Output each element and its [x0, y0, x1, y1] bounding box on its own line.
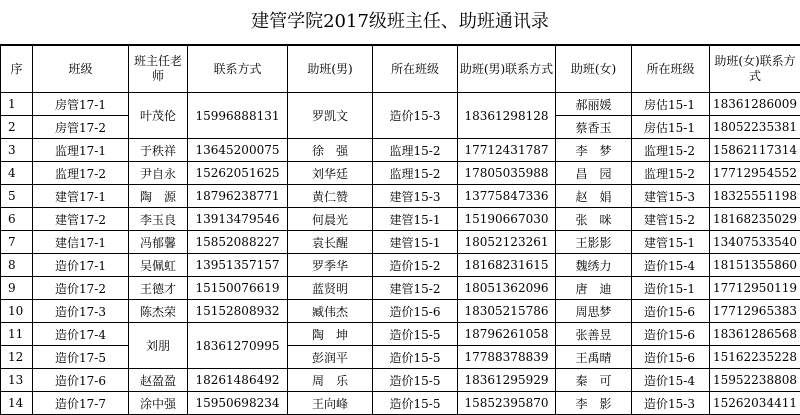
- female-assistant-cell: 郝丽媛: [556, 93, 632, 116]
- female-assistant-class-cell: 房估15-1: [632, 116, 710, 139]
- male-assistant-class-cell: 建管15-1: [373, 231, 458, 254]
- teacher-cell: 刘朋: [129, 323, 188, 369]
- male-assistant-phone-cell: 17788378839: [458, 346, 556, 369]
- row-number: 3: [1, 139, 33, 162]
- female-assistant-phone-cell: 13407533540: [710, 231, 800, 254]
- male-assistant-class-cell: 造价15-5: [373, 369, 458, 392]
- male-assistant-class-cell: 造价15-5: [373, 346, 458, 369]
- male-assistant-cell: 徐 强: [288, 139, 373, 162]
- class-cell: 建信17-1: [33, 231, 129, 254]
- teacher-cell: 陈杰荣: [129, 300, 188, 323]
- female-assistant-class-cell: 造价15-3: [632, 392, 710, 415]
- row-number: 4: [1, 162, 33, 185]
- row-number: 9: [1, 277, 33, 300]
- male-assistant-phone-cell: 18796261058: [458, 323, 556, 346]
- male-assistant-cell: 臧伟杰: [288, 300, 373, 323]
- male-assistant-cell: 袁长醒: [288, 231, 373, 254]
- teacher-cell: 陶 源: [129, 185, 188, 208]
- female-assistant-class-cell: 造价15-6: [632, 323, 710, 346]
- header-row: [1, 46, 800, 93]
- female-assistant-cell: 李 梦: [556, 139, 632, 162]
- teacher-phone-cell: 15950698234: [188, 392, 288, 415]
- male-assistant-class-cell: 建管15-1: [373, 208, 458, 231]
- teacher-phone-cell: 15150076619: [188, 277, 288, 300]
- teacher-phone-cell: 15852088227: [188, 231, 288, 254]
- table-row: [1, 277, 800, 300]
- table-row: [1, 254, 800, 277]
- class-cell: 造价17-2: [33, 277, 129, 300]
- male-assistant-class-cell: 造价15-2: [373, 254, 458, 277]
- class-cell: 监理17-1: [33, 139, 129, 162]
- male-assistant-phone-cell: 17805035988: [458, 162, 556, 185]
- teacher-phone-cell: 13913479546: [188, 208, 288, 231]
- teacher-cell: 冯郁馨: [129, 231, 188, 254]
- table-row: [1, 392, 800, 415]
- header-teacher: 班主任老师: [129, 46, 188, 93]
- male-assistant-phone-cell: 18305215786: [458, 300, 556, 323]
- female-assistant-class-cell: 房估15-1: [632, 93, 710, 116]
- female-assistant-phone-cell: 18168235029: [710, 208, 800, 231]
- row-number: 11: [1, 323, 33, 346]
- row-number: 12: [1, 346, 33, 369]
- teacher-cell: 于秩祥: [129, 139, 188, 162]
- table-row: [1, 346, 800, 369]
- header-assistant-male: 助班(男): [288, 46, 373, 93]
- table-row: [1, 300, 800, 323]
- female-assistant-class-cell: 建管15-3: [632, 185, 710, 208]
- female-assistant-class-cell: 建管15-1: [632, 231, 710, 254]
- female-assistant-class-cell: 造价15-6: [632, 346, 710, 369]
- row-number: 1: [1, 93, 33, 116]
- female-assistant-phone-cell: 17712950119: [710, 277, 800, 300]
- header-assistant-female-phone: 助班(女)联系方式: [710, 46, 800, 93]
- female-assistant-phone-cell: 15262034411: [710, 392, 800, 415]
- female-assistant-phone-cell: 18151355860: [710, 254, 800, 277]
- female-assistant-cell: 张 咪: [556, 208, 632, 231]
- teacher-cell: 赵盈盈: [129, 369, 188, 392]
- male-assistant-class-cell: 监理15-2: [373, 162, 458, 185]
- male-assistant-cell: 周 乐: [288, 369, 373, 392]
- contact-table: [0, 45, 800, 415]
- male-assistant-class-cell: 监理15-2: [373, 139, 458, 162]
- female-assistant-cell: 赵 娟: [556, 185, 632, 208]
- header-assistant-male-phone: 助班(男)联系方式: [458, 46, 556, 93]
- female-assistant-class-cell: 建管15-2: [632, 208, 710, 231]
- teacher-phone-cell: 18796238771: [188, 185, 288, 208]
- male-assistant-phone-cell: 15852395870: [458, 392, 556, 415]
- class-cell: 造价17-6: [33, 369, 129, 392]
- female-assistant-phone-cell: 18361286568: [710, 323, 800, 346]
- table-row: [1, 139, 800, 162]
- male-assistant-cell: 王向峰: [288, 392, 373, 415]
- male-assistant-class-cell: 造价15-3: [373, 93, 458, 139]
- class-cell: 造价17-3: [33, 300, 129, 323]
- class-cell: 建管17-1: [33, 185, 129, 208]
- table-row: [1, 369, 800, 392]
- teacher-phone-cell: 18261486492: [188, 369, 288, 392]
- female-assistant-cell: 秦 可: [556, 369, 632, 392]
- row-number: 14: [1, 392, 33, 415]
- table-row: [1, 93, 800, 116]
- female-assistant-phone-cell: 17712965383: [710, 300, 800, 323]
- female-assistant-cell: 王影影: [556, 231, 632, 254]
- male-assistant-class-cell: 造价15-6: [373, 300, 458, 323]
- row-number: 5: [1, 185, 33, 208]
- table-row: [1, 162, 800, 185]
- female-assistant-cell: 李 影: [556, 392, 632, 415]
- female-assistant-phone-cell: 17712954552: [710, 162, 800, 185]
- male-assistant-class-cell: 造价15-5: [373, 392, 458, 415]
- table-row: [1, 185, 800, 208]
- female-assistant-cell: 周思梦: [556, 300, 632, 323]
- class-cell: 建管17-2: [33, 208, 129, 231]
- male-assistant-phone-cell: 17712431787: [458, 139, 556, 162]
- female-assistant-phone-cell: 15862117314: [710, 139, 800, 162]
- male-assistant-cell: 罗凯文: [288, 93, 373, 139]
- header-class: 班级: [33, 46, 129, 93]
- female-assistant-phone-cell: 18052235381: [710, 116, 800, 139]
- male-assistant-class-cell: 造价15-5: [373, 323, 458, 346]
- male-assistant-phone-cell: 18052123261: [458, 231, 556, 254]
- female-assistant-class-cell: 监理15-2: [632, 162, 710, 185]
- male-assistant-cell: 罗季华: [288, 254, 373, 277]
- male-assistant-cell: 蓝贤明: [288, 277, 373, 300]
- female-assistant-phone-cell: 15952238808: [710, 369, 800, 392]
- female-assistant-cell: 魏绣力: [556, 254, 632, 277]
- male-assistant-cell: 黄仁赞: [288, 185, 373, 208]
- class-cell: 监理17-2: [33, 162, 129, 185]
- header-assistant-male-class: 所在班级: [373, 46, 458, 93]
- table-row: [1, 231, 800, 254]
- teacher-cell: 涂中强: [129, 392, 188, 415]
- teacher-cell: 吴佩虹: [129, 254, 188, 277]
- class-cell: 造价17-5: [33, 346, 129, 369]
- female-assistant-class-cell: 造价15-1: [632, 277, 710, 300]
- header-teacher-phone: 联系方式: [188, 46, 288, 93]
- table-row: [1, 323, 800, 346]
- row-number: 10: [1, 300, 33, 323]
- teacher-phone-cell: 15152808932: [188, 300, 288, 323]
- male-assistant-cell: 何晨光: [288, 208, 373, 231]
- class-cell: 造价17-4: [33, 323, 129, 346]
- male-assistant-class-cell: 建管15-3: [373, 185, 458, 208]
- teacher-cell: 李玉良: [129, 208, 188, 231]
- header-assistant-female: 助班(女): [556, 46, 632, 93]
- male-assistant-phone-cell: 15190667030: [458, 208, 556, 231]
- male-assistant-phone-cell: 18168231615: [458, 254, 556, 277]
- male-assistant-phone-cell: 18051362096: [458, 277, 556, 300]
- male-assistant-phone-cell: 18361295929: [458, 369, 556, 392]
- row-number: 6: [1, 208, 33, 231]
- female-assistant-cell: 张善昱: [556, 323, 632, 346]
- class-cell: 房管17-2: [33, 116, 129, 139]
- female-assistant-class-cell: 造价15-4: [632, 254, 710, 277]
- table-row: [1, 208, 800, 231]
- female-assistant-class-cell: 监理15-2: [632, 139, 710, 162]
- class-cell: 造价17-1: [33, 254, 129, 277]
- row-number: 2: [1, 116, 33, 139]
- teacher-phone-cell: 15262051625: [188, 162, 288, 185]
- teacher-phone-cell: 18361270995: [188, 323, 288, 369]
- female-assistant-cell: 昌 园: [556, 162, 632, 185]
- female-assistant-phone-cell: 18325551198: [710, 185, 800, 208]
- male-assistant-phone-cell: 13775847336: [458, 185, 556, 208]
- male-assistant-cell: 彭润平: [288, 346, 373, 369]
- row-number: 8: [1, 254, 33, 277]
- female-assistant-phone-cell: 15162235228: [710, 346, 800, 369]
- class-cell: 造价17-7: [33, 392, 129, 415]
- male-assistant-cell: 刘华廷: [288, 162, 373, 185]
- row-number: 7: [1, 231, 33, 254]
- teacher-phone-cell: 13645200075: [188, 139, 288, 162]
- male-assistant-phone-cell: 18361298128: [458, 93, 556, 139]
- female-assistant-cell: 唐 迪: [556, 277, 632, 300]
- class-cell: 房管17-1: [33, 93, 129, 116]
- header-no: 序: [1, 46, 33, 93]
- male-assistant-class-cell: 建管15-2: [373, 277, 458, 300]
- female-assistant-cell: 王禹晴: [556, 346, 632, 369]
- female-assistant-class-cell: 造价15-6: [632, 300, 710, 323]
- row-number: 13: [1, 369, 33, 392]
- female-assistant-cell: 蔡香玉: [556, 116, 632, 139]
- teacher-cell: 叶茂伦: [129, 93, 188, 139]
- male-assistant-cell: 陶 坤: [288, 323, 373, 346]
- female-assistant-class-cell: 造价15-4: [632, 369, 710, 392]
- teacher-phone-cell: 13951357157: [188, 254, 288, 277]
- teacher-cell: 尹自永: [129, 162, 188, 185]
- teacher-cell: 王德才: [129, 277, 188, 300]
- teacher-phone-cell: 15996888131: [188, 93, 288, 139]
- page-title: 建管学院2017级班主任、助班通讯录: [0, 0, 800, 45]
- female-assistant-phone-cell: 18361286009: [710, 93, 800, 116]
- header-assistant-female-class: 所在班级: [632, 46, 710, 93]
